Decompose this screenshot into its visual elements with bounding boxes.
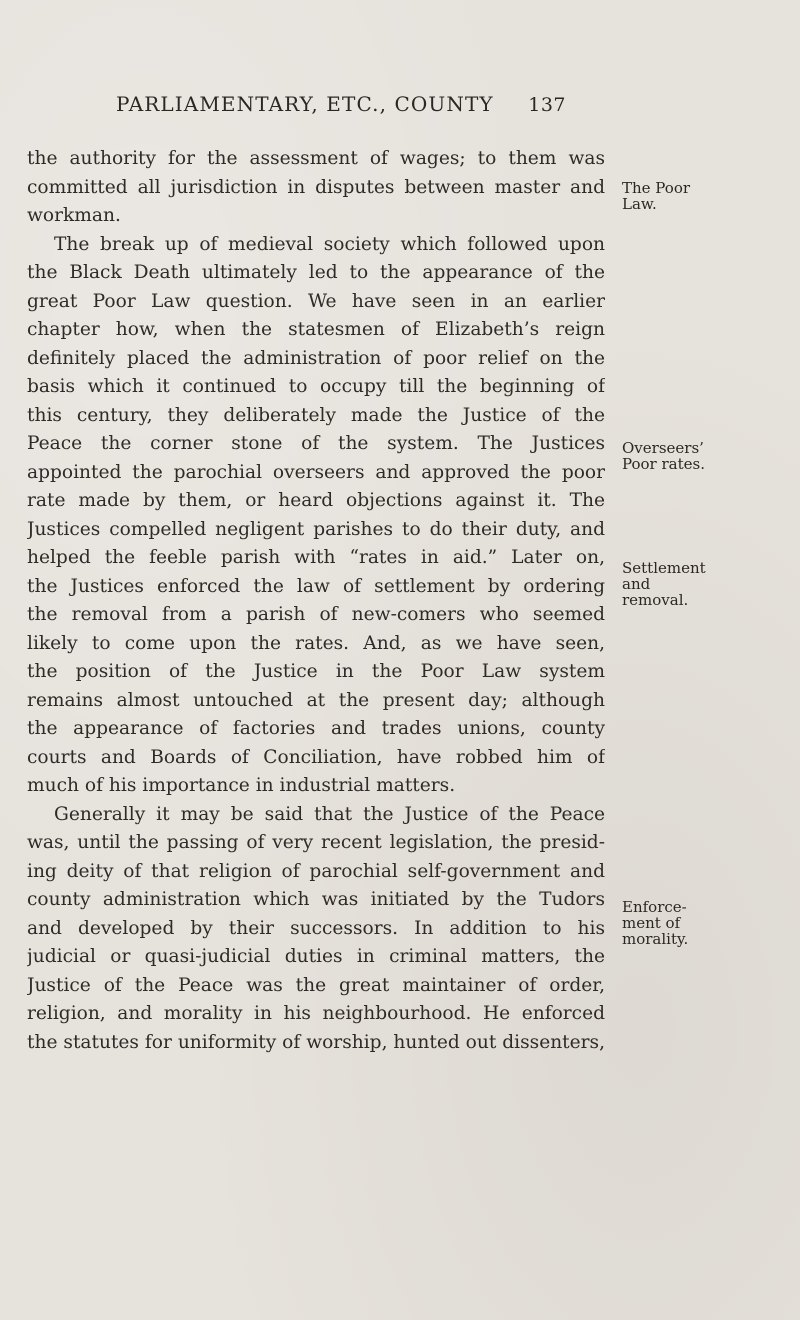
- text-line: the position of the Justice in the Poor Law system: [27, 661, 605, 682]
- body-text: [27, 145, 605, 1057]
- text-line: the statutes for uniformity of worship, hunted out dissenters,: [27, 1031, 605, 1053]
- text-line: Justice of the Peace was the great maintainer of order,: [27, 974, 605, 996]
- text-line: The break up of medieval society which followed upon: [54, 233, 605, 255]
- text-line: likely to come upon the rates. And, as we have seen,: [27, 632, 605, 654]
- margin-note-line: Law.: [622, 195, 657, 213]
- running-head-title: PARLIAMENTARY, ETC., COUNTY: [116, 92, 494, 116]
- margin-note-line: and: [622, 575, 651, 593]
- text-line: the appearance of factories and trades unions, county: [27, 718, 605, 739]
- text-line: remains almost untouched at the present day; although: [27, 689, 605, 711]
- margin-note-settlement: [622, 560, 782, 608]
- text-line: much of his importance in industrial matters.: [27, 775, 456, 796]
- text-line: the removal from a parish of new-comers who seemed: [27, 604, 605, 625]
- text-line: basis which it continued to occupy till the beginning of: [27, 376, 605, 397]
- text-line: definitely placed the administration of poor relief on the: [27, 347, 605, 369]
- text-line: religion, and morality in his neighbourhood. He enforced: [27, 1003, 605, 1024]
- running-head: [116, 92, 566, 116]
- text-line: appointed the parochial overseers and approved the poor: [27, 461, 605, 483]
- text-line: judicial or quasi-judicial duties in criminal matters, the: [27, 946, 605, 967]
- text-line: and developed by their successors. In addition to his: [27, 917, 605, 939]
- text-line: Peace the corner stone of the system. The Justices: [27, 433, 605, 454]
- margin-note-line: Poor rates.: [622, 455, 705, 473]
- text-line: the authority for the assessment of wages; to them was: [27, 148, 605, 169]
- text-line: the Black Death ultimately led to the appearance of the: [27, 262, 605, 283]
- margin-note-line: Enforce-: [622, 898, 687, 916]
- text-line: ing deity of that religion of parochial self-government and: [27, 860, 605, 882]
- margin-note-line: removal.: [622, 591, 689, 609]
- margin-note-morality: [622, 899, 782, 947]
- text-line: the Justices enforced the law of settlement by ordering: [27, 575, 605, 597]
- margin-note-line: ment of: [622, 914, 681, 932]
- text-line: chapter how, when the statesmen of Elizabeth’s reign: [27, 319, 605, 340]
- text-line: Generally it may be said that the Justice of the Peace: [54, 803, 605, 825]
- page-number: 137: [528, 94, 566, 116]
- text-line: helped the feeble parish with “rates in aid.” Later on,: [27, 547, 605, 568]
- text-line: great Poor Law question. We have seen in an earlier: [27, 290, 605, 312]
- margin-note-line: Settlement: [622, 559, 706, 577]
- text-line: workman.: [27, 205, 121, 226]
- margin-note-overseers: [622, 440, 782, 472]
- text-line: courts and Boards of Conciliation, have robbed him of: [27, 746, 605, 768]
- text-line: was, until the passing of very recent legislation, the presid-: [27, 832, 605, 853]
- text-line: rate made by them, or heard objections against it. The: [27, 490, 605, 511]
- margin-note-line: The Poor: [622, 179, 691, 197]
- margin-note-line: Overseers’: [622, 439, 704, 457]
- margin-note-poor-law: [622, 180, 782, 212]
- text-line: committed all jurisdiction in disputes between master and: [27, 176, 605, 198]
- text-line: this century, they deliberately made the Justice of the: [27, 404, 605, 426]
- text-line: county administration which was initiated by the Tudors: [27, 889, 605, 910]
- margin-note-line: morality.: [622, 930, 689, 948]
- text-line: Justices compelled negligent parishes to do their duty, and: [27, 518, 605, 540]
